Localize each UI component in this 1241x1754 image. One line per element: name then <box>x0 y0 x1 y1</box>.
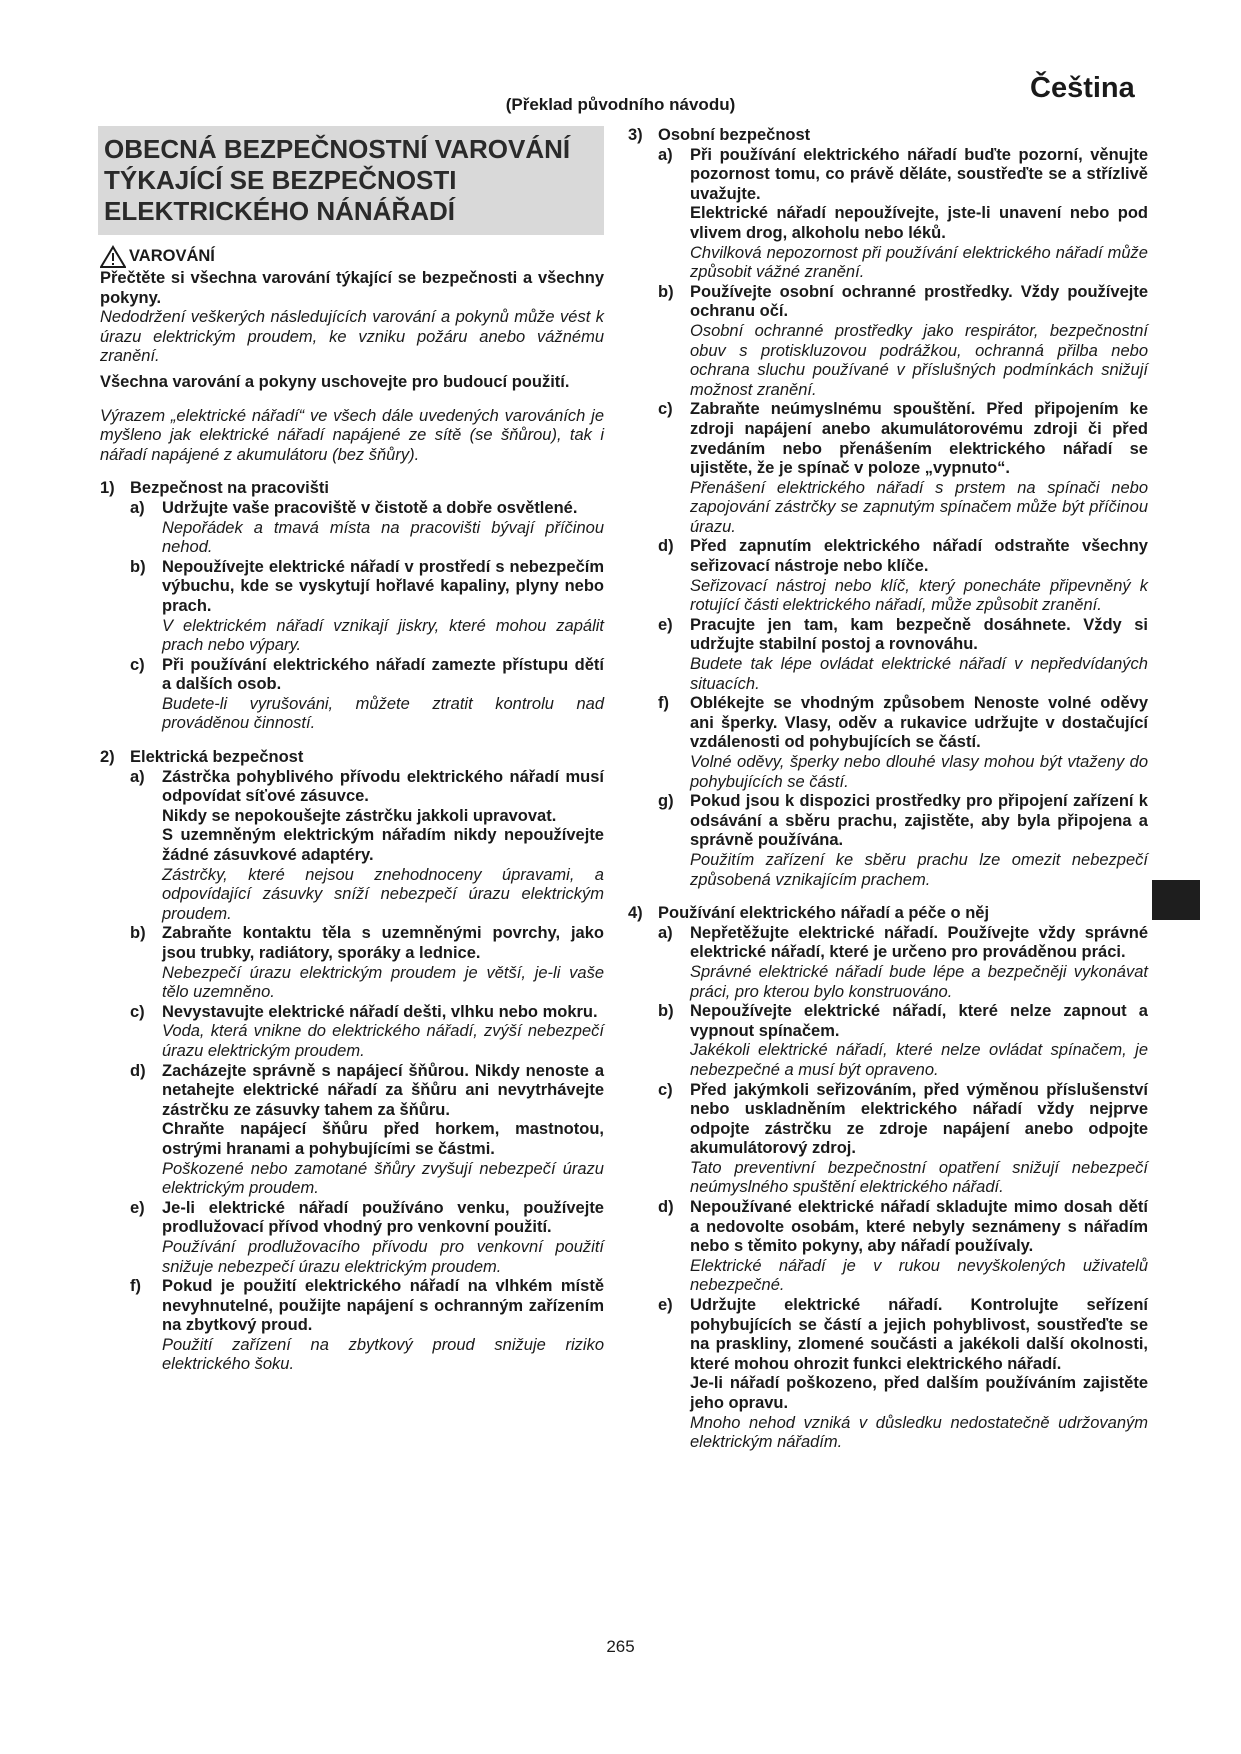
list-item: e) Pracujte jen tam, kam bezpečně dosáhnete. Vždy si udržujte stabilní postoj a rovnováhu. Budete tak lépe ovládat elektrické nářadí v nepředvídaných situacích. <box>658 615 1148 693</box>
keep-instructions: Všechna varování a pokyny uschovejte pro budoucí použití. <box>100 372 570 391</box>
list-item: e) Je-li elektrické nářadí používáno venku, používejte prodlužovací přívod vhodný pro venkovní použití. Používání prodlužovacího přívodu pro venkovní použití snižuje nebezpečí úrazu elektrickým proudem. <box>130 1198 604 1276</box>
list-item: g) Pokud jsou k dispozici prostředky pro připojení zařízení k odsávání a sběru prachu, zajistěte, aby byla připojena a správně používána. Použitím zařízení ke sběru prachu lze omezit nebezpečí způsobená vznikajícím prachem. <box>658 792 1148 889</box>
section-heading: 2) Elektrická bezpečnost <box>100 748 304 767</box>
list-item: c) Zabraňte neúmyslnému spouštění. Před připojením ke zdroji napájení anebo akumulátorovému zdroji či před zvedáním nebo přenášením elektrického nářadí se ujistěte, že je spínač v poloze „vypnuto“. Přenášení elektrického nářadí s prstem na spínači nebo zapojování zástrčky se zapnutým spínačem může být příčinou úrazu. <box>658 400 1148 536</box>
list-item: a) Zástrčka pohyblivého přívodu elektrického nářadí musí odpovídat síťové zásuvce. Nikdy se nepokoušejte zástrčku jakkoli upravovat. S uzemněným elektrickým nářadím nikdy nepoužívejte žádné zásuvkové adaptéry. Zástrčky, které nejsou znehodnoceny úpravami, a odpovídající zásuvky sníží nebezpečí úrazu elektrickým proudem. <box>130 767 604 923</box>
list-item: a) Nepřetěžujte elektrické nářadí. Používejte vždy správné elektrické nářadí, které je určeno pro prováděnou práci. Správné elektrické nářadí bude lépe a bezpečněji vykonávat práci, pro kterou bylo konstruováno. <box>658 923 1148 1001</box>
list-item: a) Při používání elektrického nářadí buďte pozorní, věnujte pozornost tomu, co právě děláte, soustřeďte se a střízlivě uvažujte. Elektrické nářadí nepoužívejte, jste-li unavení nebo pod vlivem drog, alkoholu nebo léků. Chvilková nepozornost při používání elektrického nářadí může způsobit vážné zranění. <box>658 145 1148 282</box>
translation-note: (Překlad původního návodu) <box>505 95 736 114</box>
page-number: 265 <box>606 1637 635 1656</box>
term-definition: Výrazem „elektrické nářadí“ ve všech dále uvedených varováních je myšleno jak elektrické nářadí napájené ze sítě (se šňůrou), tak i nářadí napájené z akumulátoru (bez šňůry). <box>100 406 604 464</box>
list-item: f) Oblékejte se vhodným způsobem Nenoste volné oděvy ani šperky. Vlasy, oděv a rukavice udržujte v dostačující vzdálenosti od pohybujících se částí. Volné oděvy, šperky nebo dlouhé vlasy mohou být vtaženy do pohybujících se částí. <box>658 694 1148 791</box>
list-item: d) Nepoužívané elektrické nářadí skladujte mimo dosah dětí a nedovolte osobám, které nebyly seznámeny s nářadím nebo s těmito pokyny, aby nářadí používaly. Elektrické nářadí je v rukou nevyškolených uživatelů nebezpečné. <box>658 1198 1148 1295</box>
warning-triangle-icon <box>100 245 126 269</box>
section-title <box>98 126 604 235</box>
list-item: e) Udržujte elektrické nářadí. Kontrolujte seřízení pohybujících se částí a jejich pohyblivost, soustřeďte se na praskliny, zlomené součásti a jakékoli další okolnosti, které mohou ohrozit funkci elektrického nářadí. Je-li nářadí poškozeno, před dalším používáním zajistěte jeho opravu. Mnoho nehod vzniká v důsledku nedostatečně udržovaným elektrickým nářadím. <box>658 1296 1148 1452</box>
left-column <box>100 126 604 1375</box>
title-line: ELEKTRICKÉHO NÁNÁŘADÍ <box>104 196 455 226</box>
list-item: b) Používejte osobní ochranné prostředky. Vždy používejte ochranu očí. Osobní ochranné prostředky jako respirátor, bezpečnostní obuv s protiskluzovou podrážkou, ochranná přilba nebo ochrana sluchu používané v příslušných podmínkách snižují možnost zranění. <box>658 282 1148 399</box>
warning-heading <box>100 245 604 269</box>
list-item: b) Zabraňte kontaktu těla s uzemněnými povrchy, jako jsou trubky, radiátory, sporáky a lednice. Nebezpečí úrazu elektrickým proudem je větší, je-li vaše tělo uzemněno. <box>130 924 604 1002</box>
section-heading: 1) Bezpečnost na pracovišti <box>100 479 329 498</box>
list-item: c) Nevystavujte elektrické nářadí dešti, vlhku nebo mokru. Voda, která vnikne do elektrického nářadí, zvýší nebezpečí úrazu elektrickým proudem. <box>130 1002 604 1060</box>
title-line: TÝKAJÍCÍ SE BEZPEČNOSTI <box>104 165 457 195</box>
list-item: b) Nepoužívejte elektrické nářadí v prostředí s nebezpečím výbuchu, kde se vyskytují hořlavé kapaliny, plyny nebo prach. V elektrickém nářadí vznikají jiskry, které mohou zapálit prach nebo výpary. <box>130 557 604 655</box>
list-item: f) Pokud je použití elektrického nářadí na vlhkém místě nevyhnutelné, použijte napájení s ochranným zařízením na zbytkový proud. Použití zařízení na zbytkový proud snižuje riziko elektrického šoku. <box>130 1277 604 1374</box>
language-side-tab <box>1152 880 1200 920</box>
list-item: c) Při používání elektrického nářadí zamezte přístupu dětí a dalších osob. Budete-li vyrušováni, můžete ztratit kontrolu nad prováděnou činností. <box>130 655 604 733</box>
title-line: OBECNÁ BEZPEČNOSTNÍ VAROVÁNÍ <box>104 134 571 164</box>
list-item: b) Nepoužívejte elektrické nářadí, které nelze zapnout a vypnout spínačem. Jakékoli elektrické nářadí, které nelze ovládat spínačem, je nebezpečné a musí být opraveno. <box>658 1002 1148 1079</box>
warning-label: VAROVÁNÍ <box>129 247 215 266</box>
warning-italic: Nedodržení veškerých následujících varování a pokynů může vést k úrazu elektrickým proudem, ke vzniku požáru anebo vážnému zranění. <box>100 308 604 366</box>
section-heading: 4) Používání elektrického nářadí a péče o něj <box>628 904 990 923</box>
list-item: d) Zacházejte správně s napájecí šňůrou. Nikdy nenoste a netahejte elektrické nářadí za šňůru ani nevytrhávejte zástrčku ze zásuvky tahem za šňůru. Chraňte napájecí šňůru před horkem, mastnotou, ostrými hranami a pohybujícími se částmi. Poškozené nebo zamotané šňůry zvyšují nebezpečí úrazu elektrickým proudem. <box>130 1061 604 1198</box>
right-column <box>628 126 1148 1453</box>
list-item: c) Před jakýmkoli seřizováním, před výměnou příslušenství nebo uskladněním elektrického nářadí vždy nejprve odpojte zástrčku ze zdroje napájení anebo odpojte akumulátorový zdroj. Tato preventivní bezpečnostní opatření snižují nebezpečí neúmyslného spuštění elektrického nářadí. <box>658 1080 1148 1197</box>
warning-bold: Přečtěte si všechna varování týkající se bezpečnosti a všechny pokyny. <box>100 269 604 307</box>
list-item: d) Před zapnutím elektrického nářadí odstraňte všechny seřizovací nástroje nebo klíče. Seřizovací nástroj nebo klíč, který ponecháte připevněný k rotující části elektrického nářadí, může způsobit zranění. <box>658 537 1148 615</box>
section-heading: 3) Osobní bezpečnost <box>628 126 811 144</box>
language-header: Čeština <box>1030 72 1135 104</box>
list-item: a) Udržujte vaše pracoviště v čistotě a dobře osvětlené. Nepořádek a tmavá místa na pracovišti bývají příčinou nehod. <box>130 498 604 557</box>
